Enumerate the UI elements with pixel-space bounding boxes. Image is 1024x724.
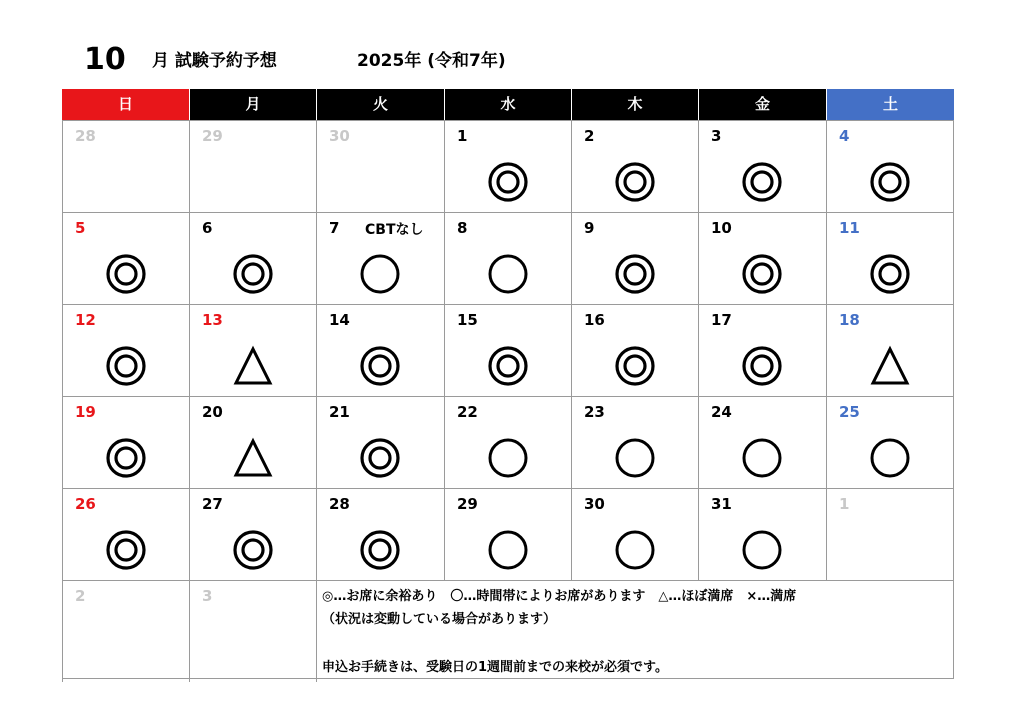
day-cell <box>571 304 698 396</box>
day-cell <box>316 212 444 304</box>
day-cell <box>62 304 189 396</box>
day-number: 23 <box>584 403 605 421</box>
day-number: 22 <box>457 403 478 421</box>
calendar-grid <box>62 89 954 679</box>
day-number: 18 <box>839 311 860 329</box>
day-note: CBTなし <box>365 222 424 238</box>
double-circle-icon <box>105 253 147 295</box>
day-cell <box>316 120 444 212</box>
day-cell <box>826 488 954 580</box>
day-cell <box>444 120 571 212</box>
double-circle-icon <box>105 437 147 479</box>
double-circle-icon <box>487 161 529 203</box>
weekday-header: 月 <box>189 89 316 120</box>
day-number: 25 <box>839 403 860 421</box>
weekday-header: 木 <box>571 89 698 120</box>
day-number: 19 <box>75 403 96 421</box>
day-cell <box>698 212 826 304</box>
day-number: 27 <box>202 495 223 513</box>
day-number: 26 <box>75 495 96 513</box>
double-circle-icon <box>741 161 783 203</box>
legend-box <box>316 580 954 682</box>
double-circle-icon <box>105 529 147 571</box>
day-number: 2 <box>584 127 595 145</box>
weekday-header: 火 <box>316 89 444 120</box>
double-circle-icon <box>105 345 147 387</box>
day-number: 28 <box>329 495 350 513</box>
day-number: 3 <box>202 587 213 605</box>
day-cell <box>571 212 698 304</box>
day-cell <box>444 488 571 580</box>
day-number: 10 <box>711 219 732 237</box>
day-cell <box>316 304 444 396</box>
day-cell <box>826 212 954 304</box>
title-year: 2025年 (令和7年) <box>357 51 506 71</box>
day-cell <box>189 212 316 304</box>
day-cell <box>571 120 698 212</box>
double-circle-icon <box>741 345 783 387</box>
triangle-icon <box>869 345 911 387</box>
circle-icon <box>359 253 401 295</box>
day-cell <box>62 580 189 682</box>
day-cell <box>189 580 316 682</box>
day-number: 14 <box>329 311 350 329</box>
day-cell <box>571 396 698 488</box>
day-number: 3 <box>711 127 722 145</box>
day-number: 13 <box>202 311 223 329</box>
day-cell <box>189 488 316 580</box>
weekday-header: 水 <box>444 89 571 120</box>
day-cell <box>62 396 189 488</box>
triangle-icon <box>232 437 274 479</box>
day-cell <box>698 304 826 396</box>
day-number: 20 <box>202 403 223 421</box>
day-number: 1 <box>457 127 468 145</box>
weekday-header: 金 <box>698 89 826 120</box>
day-number: 12 <box>75 311 96 329</box>
circle-icon <box>487 529 529 571</box>
legend-line-availability: ◎…お席に余裕あり 〇…時間帯によりお席があります △…ほぼ満席 ×…満席 <box>322 589 797 604</box>
double-circle-icon <box>614 345 656 387</box>
day-cell <box>698 396 826 488</box>
circle-icon <box>487 253 529 295</box>
day-number: 1 <box>839 495 850 513</box>
day-cell <box>62 120 189 212</box>
double-circle-icon <box>232 529 274 571</box>
day-number: 16 <box>584 311 605 329</box>
weekday-header: 日 <box>62 89 189 120</box>
title-month: 10 <box>84 42 126 77</box>
legend-line-procedure: 申込お手続きは、受験日の1週間前までの来校が必須です。 <box>322 660 669 675</box>
double-circle-icon <box>232 253 274 295</box>
day-cell <box>444 304 571 396</box>
circle-icon <box>614 437 656 479</box>
calendar-title <box>84 40 984 80</box>
double-circle-icon <box>741 253 783 295</box>
day-number: 2 <box>75 587 86 605</box>
double-circle-icon <box>614 253 656 295</box>
day-cell <box>189 120 316 212</box>
day-cell <box>571 488 698 580</box>
circle-icon <box>741 437 783 479</box>
day-cell <box>62 212 189 304</box>
day-number: 9 <box>584 219 595 237</box>
day-cell <box>826 120 954 212</box>
double-circle-icon <box>487 345 529 387</box>
day-number: 5 <box>75 219 86 237</box>
day-cell <box>826 396 954 488</box>
day-number: 21 <box>329 403 350 421</box>
day-cell <box>444 396 571 488</box>
day-cell <box>316 488 444 580</box>
double-circle-icon <box>359 345 401 387</box>
day-number: 11 <box>839 219 860 237</box>
day-cell <box>62 488 189 580</box>
day-cell <box>189 304 316 396</box>
day-number: 7 <box>329 219 340 237</box>
weekday-header: 土 <box>826 89 954 120</box>
day-number: 6 <box>202 219 213 237</box>
day-number: 8 <box>457 219 468 237</box>
double-circle-icon <box>359 437 401 479</box>
day-cell <box>444 212 571 304</box>
double-circle-icon <box>614 161 656 203</box>
triangle-icon <box>232 345 274 387</box>
day-number: 29 <box>457 495 478 513</box>
day-number: 30 <box>329 127 350 145</box>
legend-line-note: （状況は変動している場合があります） <box>322 612 557 627</box>
day-cell <box>698 120 826 212</box>
day-number: 4 <box>839 127 850 145</box>
day-number: 29 <box>202 127 223 145</box>
double-circle-icon <box>869 253 911 295</box>
double-circle-icon <box>869 161 911 203</box>
double-circle-icon <box>359 529 401 571</box>
circle-icon <box>614 529 656 571</box>
day-cell <box>189 396 316 488</box>
day-cell <box>316 396 444 488</box>
day-number: 28 <box>75 127 96 145</box>
day-number: 15 <box>457 311 478 329</box>
circle-icon <box>869 437 911 479</box>
day-cell <box>826 304 954 396</box>
day-number: 24 <box>711 403 732 421</box>
day-cell <box>698 488 826 580</box>
day-number: 17 <box>711 311 732 329</box>
circle-icon <box>487 437 529 479</box>
title-label: 月 試験予約予想 <box>152 51 277 71</box>
day-number: 31 <box>711 495 732 513</box>
circle-icon <box>741 529 783 571</box>
day-number: 30 <box>584 495 605 513</box>
